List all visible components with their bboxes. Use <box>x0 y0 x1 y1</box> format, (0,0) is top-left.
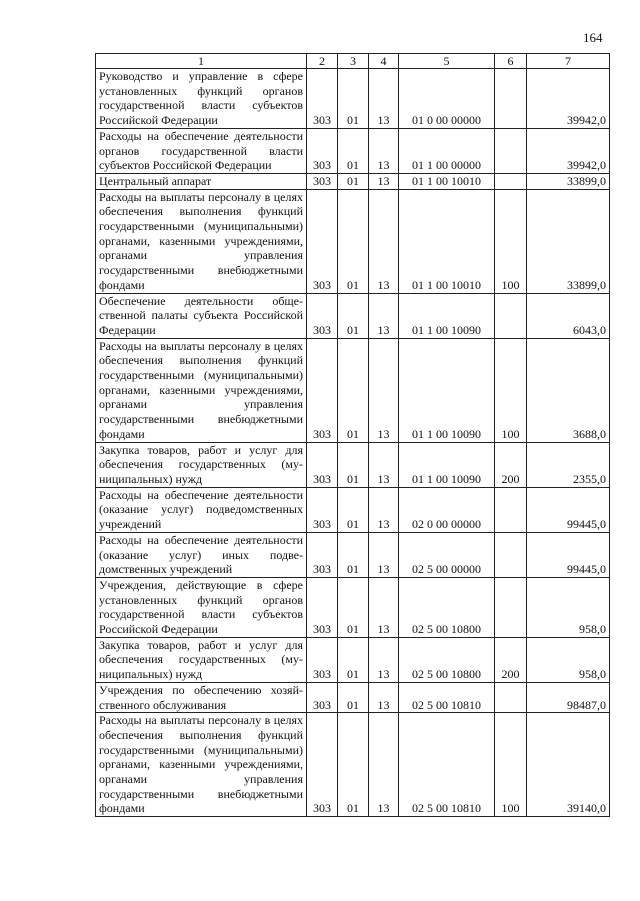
expense-type-code: 100 <box>495 713 527 817</box>
amount: 39942,0 <box>527 128 610 173</box>
amount: 958,0 <box>527 637 610 682</box>
ministry-code: 303 <box>307 189 338 293</box>
table-row <box>96 173 610 189</box>
expense-type-code <box>495 577 527 637</box>
table-row <box>96 189 610 293</box>
ministry-code: 303 <box>307 713 338 817</box>
ministry-code: 303 <box>307 682 338 712</box>
header-col-6: 6 <box>495 54 527 69</box>
table-row <box>96 69 610 129</box>
target-article-code: 01 1 00 10090 <box>399 293 495 338</box>
target-article-code: 02 5 00 10800 <box>399 577 495 637</box>
expense-name: Учреждения по обеспечению хозяйственного обслуживания <box>96 682 307 712</box>
table-row <box>96 338 610 442</box>
subsection-code: 13 <box>369 69 399 129</box>
expense-name: Центральный аппарат <box>96 173 307 189</box>
header-col-5: 5 <box>399 54 495 69</box>
ministry-code: 303 <box>307 338 338 442</box>
header-row <box>96 54 610 69</box>
section-code: 01 <box>338 338 369 442</box>
subsection-code: 13 <box>369 293 399 338</box>
section-code: 01 <box>338 487 369 532</box>
ministry-code: 303 <box>307 293 338 338</box>
table-row <box>96 682 610 712</box>
expense-type-code <box>495 69 527 129</box>
table-row <box>96 128 610 173</box>
expense-type-code <box>495 173 527 189</box>
target-article-code: 02 5 00 10810 <box>399 713 495 817</box>
amount: 39942,0 <box>527 69 610 129</box>
subsection-code: 13 <box>369 577 399 637</box>
section-code: 01 <box>338 637 369 682</box>
expense-type-code: 100 <box>495 338 527 442</box>
table-row <box>96 487 610 532</box>
expense-name: Руководство и управление в сфере установленных функций органов государственной власти субъектов Российской Федерации <box>96 69 307 129</box>
target-article-code: 01 1 00 10090 <box>399 338 495 442</box>
expense-name: Расходы на обеспечение деятельности (оказание услуг) подведомственных учреждений <box>96 487 307 532</box>
page-number: 164 <box>583 30 603 45</box>
amount: 99445,0 <box>527 532 610 577</box>
amount: 98487,0 <box>527 682 610 712</box>
amount: 99445,0 <box>527 487 610 532</box>
expense-name: Закупка товаров, работ и услуг для обеспечения государственных (муниципальных) нужд <box>96 637 307 682</box>
section-code: 01 <box>338 69 369 129</box>
amount: 2355,0 <box>527 442 610 487</box>
section-code: 01 <box>338 189 369 293</box>
subsection-code: 13 <box>369 637 399 682</box>
expense-type-code <box>495 682 527 712</box>
expense-type-code <box>495 532 527 577</box>
expense-name: Обеспечение деятельности общественной палаты субъекта Российской Федерации <box>96 293 307 338</box>
target-article-code: 01 0 00 00000 <box>399 69 495 129</box>
subsection-code: 13 <box>369 532 399 577</box>
expense-name: Расходы на обеспечение деятельности (оказание услуг) иных подведомственных учреждений <box>96 532 307 577</box>
target-article-code: 01 1 00 00000 <box>399 128 495 173</box>
subsection-code: 13 <box>369 189 399 293</box>
ministry-code: 303 <box>307 442 338 487</box>
ministry-code: 303 <box>307 532 338 577</box>
expense-name: Расходы на выплаты персоналу в целях обеспечения выполнения функций государственными (муниципальными) органами, казенными учреждениями, органами управления государственными внебюджетными фондами <box>96 189 307 293</box>
target-article-code: 02 5 00 10810 <box>399 682 495 712</box>
ministry-code: 303 <box>307 577 338 637</box>
amount: 958,0 <box>527 577 610 637</box>
header-col-4: 4 <box>369 54 399 69</box>
ministry-code: 303 <box>307 173 338 189</box>
amount: 33899,0 <box>527 173 610 189</box>
table-row <box>96 713 610 817</box>
expense-name: Расходы на выплаты персоналу в целях обеспечения выполнения функций государственными (муниципальными) органами, казенными учреждениями, органами управления государственными внебюджетными фондами <box>96 338 307 442</box>
target-article-code: 01 1 00 10090 <box>399 442 495 487</box>
expense-name: Учреждения, действующие в сфере установленных функций органов государственной власти субъектов Российской Федерации <box>96 577 307 637</box>
section-code: 01 <box>338 128 369 173</box>
subsection-code: 13 <box>369 487 399 532</box>
amount: 6043,0 <box>527 293 610 338</box>
subsection-code: 13 <box>369 442 399 487</box>
amount: 3688,0 <box>527 338 610 442</box>
expense-name: Расходы на выплаты персоналу в целях обеспечения выполнения функций государственными (муниципальными) органами, казенными учреждениями, органами управления государственными внебюджетными фондами <box>96 713 307 817</box>
ministry-code: 303 <box>307 128 338 173</box>
expense-type-code: 200 <box>495 442 527 487</box>
subsection-code: 13 <box>369 682 399 712</box>
section-code: 01 <box>338 532 369 577</box>
section-code: 01 <box>338 713 369 817</box>
target-article-code: 02 5 00 00000 <box>399 532 495 577</box>
expense-type-code <box>495 487 527 532</box>
expense-type-code: 100 <box>495 189 527 293</box>
section-code: 01 <box>338 682 369 712</box>
expense-name: Закупка товаров, работ и услуг для обеспечения государственных (муниципальных) нужд <box>96 442 307 487</box>
subsection-code: 13 <box>369 338 399 442</box>
budget-table <box>95 53 610 817</box>
ministry-code: 303 <box>307 487 338 532</box>
target-article-code: 02 0 00 00000 <box>399 487 495 532</box>
expense-type-code <box>495 293 527 338</box>
ministry-code: 303 <box>307 637 338 682</box>
subsection-code: 13 <box>369 713 399 817</box>
target-article-code: 02 5 00 10800 <box>399 637 495 682</box>
section-code: 01 <box>338 442 369 487</box>
header-col-2: 2 <box>307 54 338 69</box>
amount: 33899,0 <box>527 189 610 293</box>
ministry-code: 303 <box>307 69 338 129</box>
subsection-code: 13 <box>369 128 399 173</box>
table-row <box>96 442 610 487</box>
table-row <box>96 293 610 338</box>
expense-type-code <box>495 128 527 173</box>
header-col-1: 1 <box>96 54 307 69</box>
section-code: 01 <box>338 293 369 338</box>
subsection-code: 13 <box>369 173 399 189</box>
amount: 39140,0 <box>527 713 610 817</box>
target-article-code: 01 1 00 10010 <box>399 173 495 189</box>
section-code: 01 <box>338 173 369 189</box>
header-col-3: 3 <box>338 54 369 69</box>
header-col-7: 7 <box>527 54 610 69</box>
expense-name: Расходы на обеспечение деятельности органов государственной власти субъектов Российской Федерации <box>96 128 307 173</box>
section-code: 01 <box>338 577 369 637</box>
expense-type-code: 200 <box>495 637 527 682</box>
table-row <box>96 637 610 682</box>
table-row <box>96 577 610 637</box>
target-article-code: 01 1 00 10010 <box>399 189 495 293</box>
table-row <box>96 532 610 577</box>
